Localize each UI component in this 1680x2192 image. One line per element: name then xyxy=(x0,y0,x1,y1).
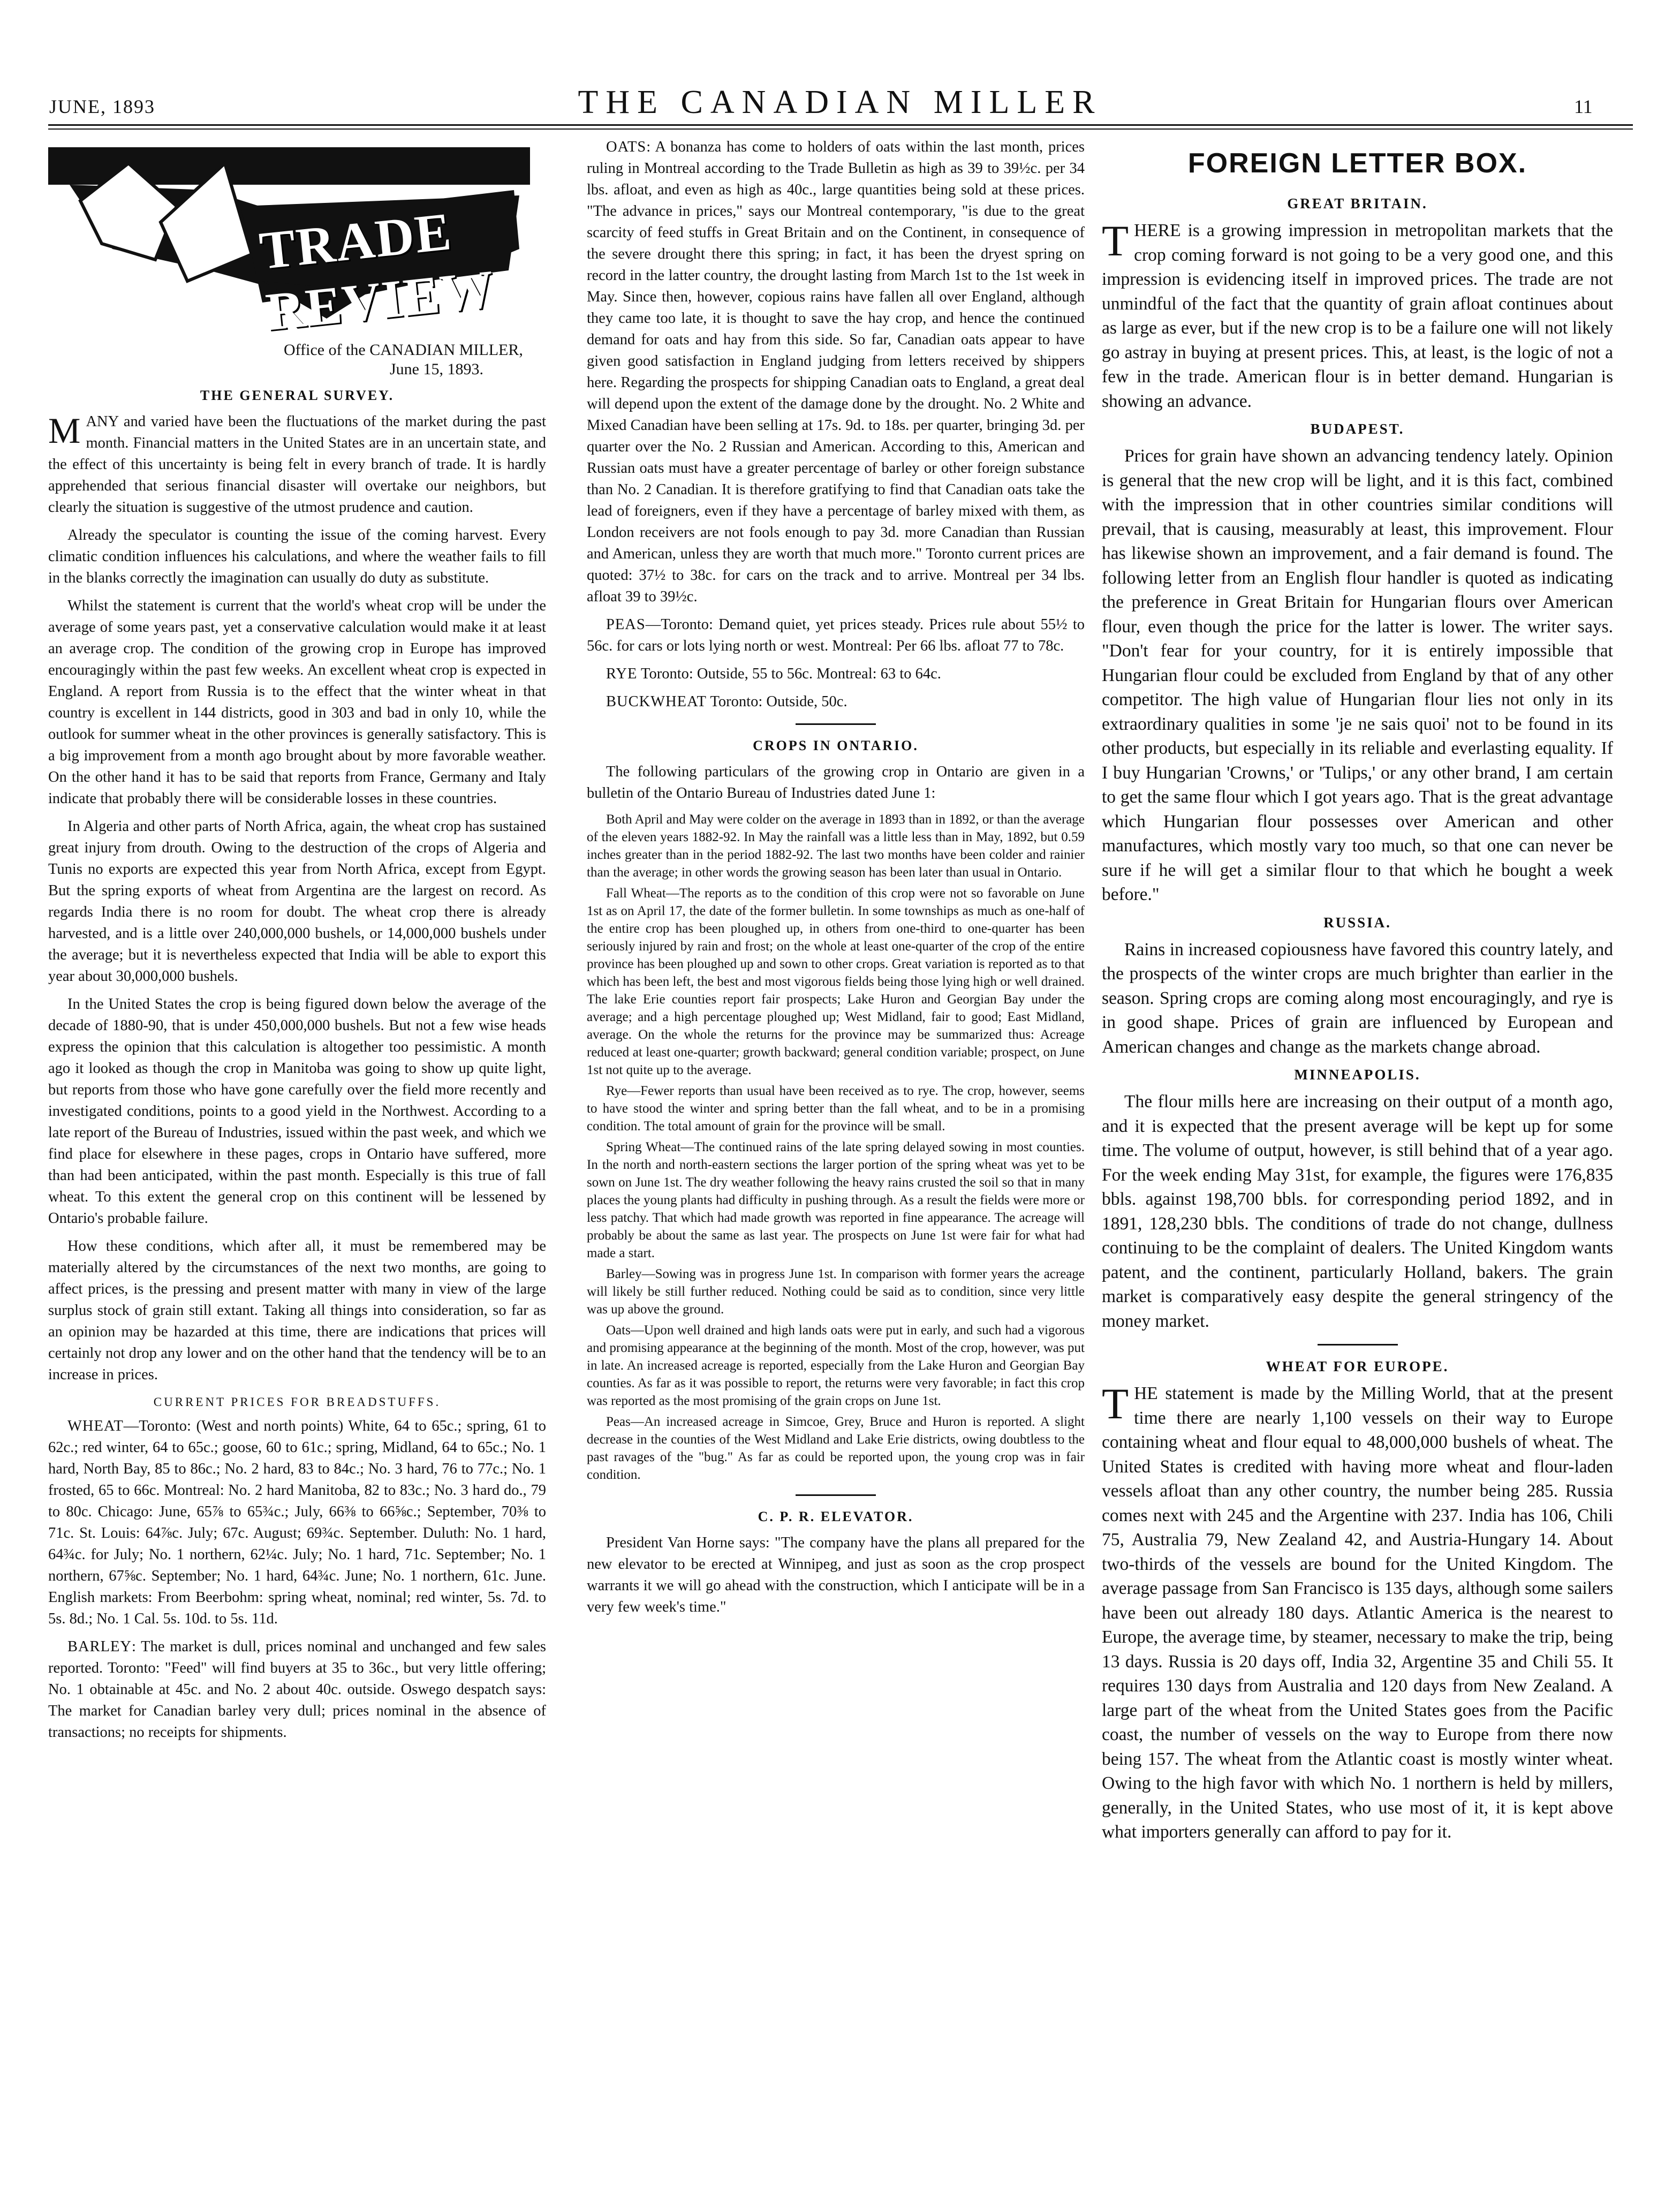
barley-label: BARLEY xyxy=(67,1638,132,1655)
section-divider xyxy=(796,723,876,725)
buckwheat-prices-paragraph: BUCKWHEAT Toronto: Outside, 50c. xyxy=(606,693,847,710)
office-date: June 15, 1893. xyxy=(390,360,483,378)
section-heading-general-survey: THE GENERAL SURVEY. xyxy=(200,388,395,403)
survey-paragraph-4: In Algeria and other parts of North Africa, again, the wheat crop has sustained great injury from drouth. Owing to the destruction of the crops of Algeria and Tunis no exports are expected this year from North Africa, except from Egypt. But the spring exports of wheat from Argentina are the largest on record. As regards India there is no room for doubt. The wheat crop there is already harvested, and is a little over 240,000,000 bushels, or 14,000,000 bushels under the average; but it is nevertheless expected that India will be able to export this year about 30,000,000 bushels. xyxy=(48,818,546,985)
section-heading-cpr-elevator: C. P. R. ELEVATOR. xyxy=(758,1509,914,1524)
crops-intro: The following particulars of the growing crop in Ontario are given in a bulletin of the Ontario Bureau of Industries dated June 1: xyxy=(587,764,1085,802)
wheat-label: WHEAT xyxy=(67,1418,124,1434)
section-divider xyxy=(1318,1344,1398,1346)
section-heading-current-prices: CURRENT PRICES FOR BREADSTUFFS. xyxy=(153,1395,441,1409)
section-heading-minneapolis: MINNEAPOLIS. xyxy=(1294,1067,1421,1083)
trade-review-banner xyxy=(48,142,530,342)
oats-prices-paragraph: OATS: A bonanza has come to holders of oats within the last month, prices ruling in Montreal according to the Trade Bulletin as high as 39 to 39½c. per 34 lbs. afloat, and even as high as 40c., large quantities being sold at these prices. "The advance in prices," says our Montreal contemporary, "is due to the great scarcity of feed stuffs in Great Britain and on the Continent, in consequence of the severe drought there this spring; in fact, it has been the dryest spring on record in the latter country, the drought lasting from March 1st to the 1st week in May. Since then, however, copious rains have fallen all over England, although they came too late, it is thought to save the hay crop, and hence the continued demand for oats and hay from this side. So far, Canadian oats appear to have given good satisfaction in England judging from letters received by shippers here. Regarding the prospects for shipping Canadian oats to England, a great deal will depend upon the extent of the damage done by the drought. No. 2 White and Mixed Canadian have been selling at 17s. 9d. to 18s. per quarter, bringing 3d. per quarter over the No. 2 Russian and American. According to this, American and Russian oats must have a greater percentage of barley or other foreign substance than No. 2 Canadian. It is therefore gratifying to find that Canadian oats take the lead of foreigners, even if they have a percentage of barley mixed with them, as London receivers are not fools enough to pay 3d. more Canadian than Russian and American, unless they are worth that much more." Toronto current prices are quoted: 37½ to 38c. for cars on the track and to arrive. Montreal per 34 lbs. afloat 39 to 39½c. xyxy=(587,139,1085,605)
budapest-paragraph: Prices for grain have shown an advancing tendency lately. Opinion is general that the new crop will be light, and it is this fact, combined with the impression that in other countries similar conditions will prevail, that is causing, measurably at least, this improvement. Flour has likewise shown an improvement, and a fair demand is found. The following letter from an English flour handler is quoted as indicating the preference in Great Britain for Hungarian flours over American flour, even though the price for the latter is lower. The writer says. "Don't fear for your country, for it is entirely impossible that Hungarian flour could be excluded from England by that of any other competitor. The high value of Hungarian flour lies not only in its extraordinary qualities in some 'je ne sais quoi' not to be found in its other products, but especially in its reliable and everlasting equality. If I buy Hungarian 'Crowns,' or 'Tulips,' or any other brand, I am certain to get the same flour which I got years ago. That is the great advantage which Hungarian flour possesses over American and other manufactures, which mostly vary too much, so that one can never be sure if he will get a similar flour to that which he bought a week before." xyxy=(1102,446,1613,904)
office-line: Office of the CANADIAN MILLER, xyxy=(284,341,523,359)
peas-prices-paragraph: PEAS—Toronto: Demand quiet, yet prices steady. Prices rule about 55½ to 56c. for cars or lots lying north or west. Montreal: Per 66 lbs. afloat 77 to 78c. xyxy=(587,616,1085,654)
wheat-prices-paragraph: WHEAT—Toronto: (West and north points) White, 64 to 65c.; spring, 61 to 62c.; red winter, 64 to 65c.; goose, 60 to 61c.; spring, Midland, 64 to 65c.; No. 1 hard, North Bay, 85 to 86c.; No. 2 hard, 83 to 84c.; No. 3 hard, 76 to 77c.; No. 1 frosted, 65 to 66c. Montreal: No. 2 hard Manitoba, 82 to 83c.; No. 3 hard do., 79 to 80c. Chicago: June, 65⅞ to 65¾c.; July, 66⅜ to 66⅝c.; September, 70⅜ to 71c. St. Louis: 64⅞c. July; 67c. August; 69¾c. September. Duluth: No. 1 hard, 64¾c. for July; No. 1 northern, 62¼c. July; No. 1 hard, 71c. September; No. 1 northern, 67⅝c. September; No. 1 hard, 64¾c. June; No. 1 northern, 61c. June. English markets: From Beerbohm: spring wheat, nominal; red winter, 5s. 7d. to 5s. 8d.; No. 1 Cal. 5s. 10d. to 5s. 11d. xyxy=(48,1418,546,1627)
column-3 xyxy=(1102,137,1613,1852)
survey-paragraph-6: How these conditions, which after all, it must be remembered may be materially altered by the circumstances of the next two months, are going to affect prices, is the pressing and present matter with many in view of the large surplus stock of grain still extant. Taking all things into consideration, so far as an opinion may be hazarded at this time, there are indications that prices will certainly not drop any lower and on the other hand that the tendency will be to an increase in prices. xyxy=(48,1238,546,1383)
banner-text: TRADE REVIEW xyxy=(256,201,498,342)
buckwheat-label: BUCKWHEAT xyxy=(606,693,707,710)
rye-label: RYE xyxy=(606,666,638,682)
section-heading-wheat-europe: WHEAT FOR EUROPE. xyxy=(1266,1358,1449,1374)
crops-paragraph-5: Barley—Sowing was in progress June 1st. In comparison with former years the acreage will likely be still further reduced. Nothing could be said as to condition, since very little was up above the ground. xyxy=(587,1267,1085,1317)
survey-paragraph-5: In the United States the crop is being figured down below the average of the decade of 1880-90, that is under 450,000,000 bushels. But not a few wise heads express the opinion that this calculation is altogether too pessimistic. A month ago it looked as though the crop in Manitoba was going to show up quite light, but reports from those who have gone carefully over the field more recently and investigated conditions, points to a good yield in the Northwest. According to a late report of the Bureau of Industries, issued within the past week, and which we find place for elsewhere in these pages, crops in Ontario have suffered, more than had been anticipated, within the past month. Especially is this true of fall wheat. To this extent the general crop on this continent will be lessened by Ontario's probable failure. xyxy=(48,996,546,1227)
masthead-rule-thin xyxy=(48,129,1633,130)
crops-paragraph-1: Both April and May were colder on the average in 1893 than in 1892, or than the average of the eleven years 1882-92. In May the rainfall was a little less than in May, 1892, but 0.59 inches greater than in the period 1882-92. The last two months have been colder and rainier than the average; in other words the growing season has been later than usual in Ontario. xyxy=(587,812,1085,880)
survey-paragraph-3: Whilst the statement is current that the world's wheat crop will be under the average of some years past, yet a conservative calculation would make it at least an average crop. The condition of the growing crop in Europe has improved encouragingly within the past few weeks. An excellent wheat crop is expected in England. A report from Russia is to the effect that the winter wheat in that country is excellent in 144 districts, good in 303 and bad in only 10, while the outlook for summer wheat in the other provinces is generally satisfactory. This is a big improvement from a month ago brought about by more favorable weather. On the other hand it has to be said that reports from France, Germany and Italy indicate that probably there will be considerable losses in these countries. xyxy=(48,598,546,807)
great-britain-paragraph: THERE is a growing impression in metropolitan markets that the crop coming forward is not going to be a very good one, and this impression is evidencing itself in improved prices. The trade are not unmindful of the fact that the quantity of grain afloat continues about as large as ever, but if the new crop is to be a failure one will not likely go astray in buying at present prices. This, at least, is the logic of not a few in the trade. American flour is in better demand. Hungarian is showing an advance. xyxy=(1102,216,1613,411)
page-number: 11 xyxy=(1574,96,1593,117)
section-heading-crops-ontario: CROPS IN ONTARIO. xyxy=(753,738,919,753)
section-heading-russia: RUSSIA. xyxy=(1323,914,1391,931)
wheat-europe-paragraph: THE statement is made by the Milling World, that at the present time there are nearly 1,100 vessels on their way to Europe containing wheat and flour equal to 48,000,000 bushels of wheat. The United States is credited with having more wheat and flour-laden vessels afloat than any other country, the number being 285. Russia comes next with 245 and the Argentine with 237. India has 106, Chili 75, Australia 79, New Zealand 42, and Austria-Hungary 14. About two-thirds of the vessels are bound for the United Kingdom. The average passage from San Francisco is 135 days, although some sailers have been out already 180 days. Atlantic America is the nearest to Europe, the average time, by steamer, necessary to make the trip, being 13 days. Russia is 20 days off, India 32, Argentine 35 and Chili 55. It requires 130 days from Australia and 120 days from New Zealand. A large part of the wheat from the United States goes from the Pacific coast, the number of vessels on the way to Europe from there now being 157. The wheat from the Atlantic coast is mostly winter wheat. Owing to the high favor with which No. 1 northern is held by millers, generally, in the United States, who use most of it, it is kept above what importers generally can afford to pay for it. xyxy=(1102,1379,1613,1842)
office-dateline xyxy=(284,341,546,379)
minneapolis-paragraph: The flour mills here are increasing on their output of a month ago, and it is expected that the present average will be kept up for some time. The volume of output, however, is still behind that of a year ago. For the week ending May 31st, for example, the figures were 176,835 bbls. against 198,700 bbls. for corresponding period 1892, and in 1891, 128,230 bbls. The conditions of trade do not change, dullness continuing to be the complaint of dealers. The United Kingdom wants patent, and the continent, particularly Holland, bakers. The grain market is comparatively easy despite the general stringency of the money market. xyxy=(1102,1092,1613,1331)
masthead-title: THE CANADIAN MILLER xyxy=(578,84,1102,120)
drop-cap: T xyxy=(1102,216,1129,265)
section-heading-great-britain: GREAT BRITAIN. xyxy=(1287,195,1428,211)
peas-label: PEAS xyxy=(606,616,646,633)
drop-cap: T xyxy=(1102,1379,1129,1428)
column-2 xyxy=(587,137,1085,1624)
crops-paragraph-6: Oats—Upon well drained and high lands oats were put in early, and such had a vigorous and promising appearance at the beginning of the month. Most of the crop, however, was put in late. An increased acreage is reported, especially from the Lake Huron and Georgian Bay counties. As far as it was possible to report, the returns were very favorable; in fact this crop was reported as the most promising of the grain crops on June 1st. xyxy=(587,1323,1085,1408)
crops-paragraph-7: Peas—An increased acreage in Simcoe, Grey, Bruce and Huron is reported. A slight decrease in the counties of the West Midland and Lake Erie districts, owing doubtless to the past ravages of the "bug." As far as could be reported upon, the young crop was in fair condition. xyxy=(587,1415,1085,1482)
foreign-letter-box-title: FOREIGN LETTER BOX. xyxy=(1187,148,1527,179)
section-heading-budapest: BUDAPEST. xyxy=(1310,421,1405,437)
drop-cap: M xyxy=(48,410,81,451)
rye-prices-paragraph: RYE Toronto: Outside, 55 to 56c. Montreal: 63 to 64c. xyxy=(606,666,941,682)
column-1 xyxy=(48,137,546,1750)
survey-paragraph-1: MANY and varied have been the fluctuations of the market during the past month. Financial matters in the United States are in an uncertain state, and the effect of this uncertainty is being felt in every branch of trade. It is hardly apprehended that serious financial disaster will overtake our neighbors, but clearly the situation is suggestive of the utmost prudence and caution. xyxy=(48,410,546,516)
issue-date: JUNE, 1893 xyxy=(49,96,155,117)
russia-paragraph: Rains in increased copiousness have favored this country lately, and the prospects of the winter crops are much brighter than earlier in the season. Spring crops are coming along most encouragingly, and rye is in good shape. Prices of grain are influenced by European and American changes and change as the markets change abroad. xyxy=(1102,939,1613,1057)
masthead-rule xyxy=(48,124,1633,126)
crops-paragraph-4: Spring Wheat—The continued rains of the late spring delayed sowing in most counties. In the north and north-eastern sections the larger portion of the spring wheat was yet to be sown on June 1st. The dry weather following the heavy rains crusted the soil so that in many places the young plants had difficulty in pushing through. As a result the fields were more or less patchy. That which had made growth was reported in fine appearance. The acreage will probably be about the same as last year. The prospects on June 1st were fair for what had made a start. xyxy=(587,1140,1085,1260)
cpr-paragraph: President Van Horne says: "The company have the plans all prepared for the new elevator to be erected at Winnipeg, and just as soon as the crop prospect warrants it we will go ahead with the construction, which I anticipate will be in a very few week's time." xyxy=(587,1535,1085,1615)
survey-paragraph-2: Already the speculator is counting the issue of the coming harvest. Every climatic condition influences his calculations, and where the weather fails to fill in the blanks correctly the imagination can usually do duty as substitute. xyxy=(48,527,546,586)
barley-prices-paragraph: BARLEY: The market is dull, prices nominal and unchanged and few sales reported. Toronto: "Feed" will find buyers at 35 to 36c., but very little offering; No. 1 obtainable at 45c. and No. 2 about 40c. outside. Oswego despatch says: The market for Canadian barley very dull; prices nominal in the absence of transactions; no receipts for shipments. xyxy=(48,1638,546,1741)
oats-label: OATS xyxy=(606,139,647,155)
section-divider xyxy=(796,1494,876,1496)
crops-paragraph-3: Rye—Fewer reports than usual have been received as to rye. The crop, however, seems to have stood the winter and spring better than the fall wheat, and to be in a promising condition. The total amount of grain for the province will be small. xyxy=(587,1084,1085,1133)
crops-paragraph-2: Fall Wheat—The reports as to the condition of this crop were not so favorable on June 1st as on April 17, the date of the former bulletin. In some townships as much as one-half of the entire crop has been ploughed up, in others from one-third to one-quarter has been seriously injured by rain and frost; on the whole at least one-quarter of the crop of the entire province has been ploughed up and sown to other crops. Great variation is reported as to that which has been left, the best and most vigorous fields being those lying high or well drained. The lake Erie counties report fair prospects; Lake Huron and Georgian Bay under the average; and a high percentage ploughed up; West Midland, fair to good; East Midland, average. On the whole the returns for the province may be summarized thus: Acreage reduced at least one-quarter; growth backward; general condition variable; prospect, on June 1st not quite up to the average. xyxy=(587,886,1085,1077)
